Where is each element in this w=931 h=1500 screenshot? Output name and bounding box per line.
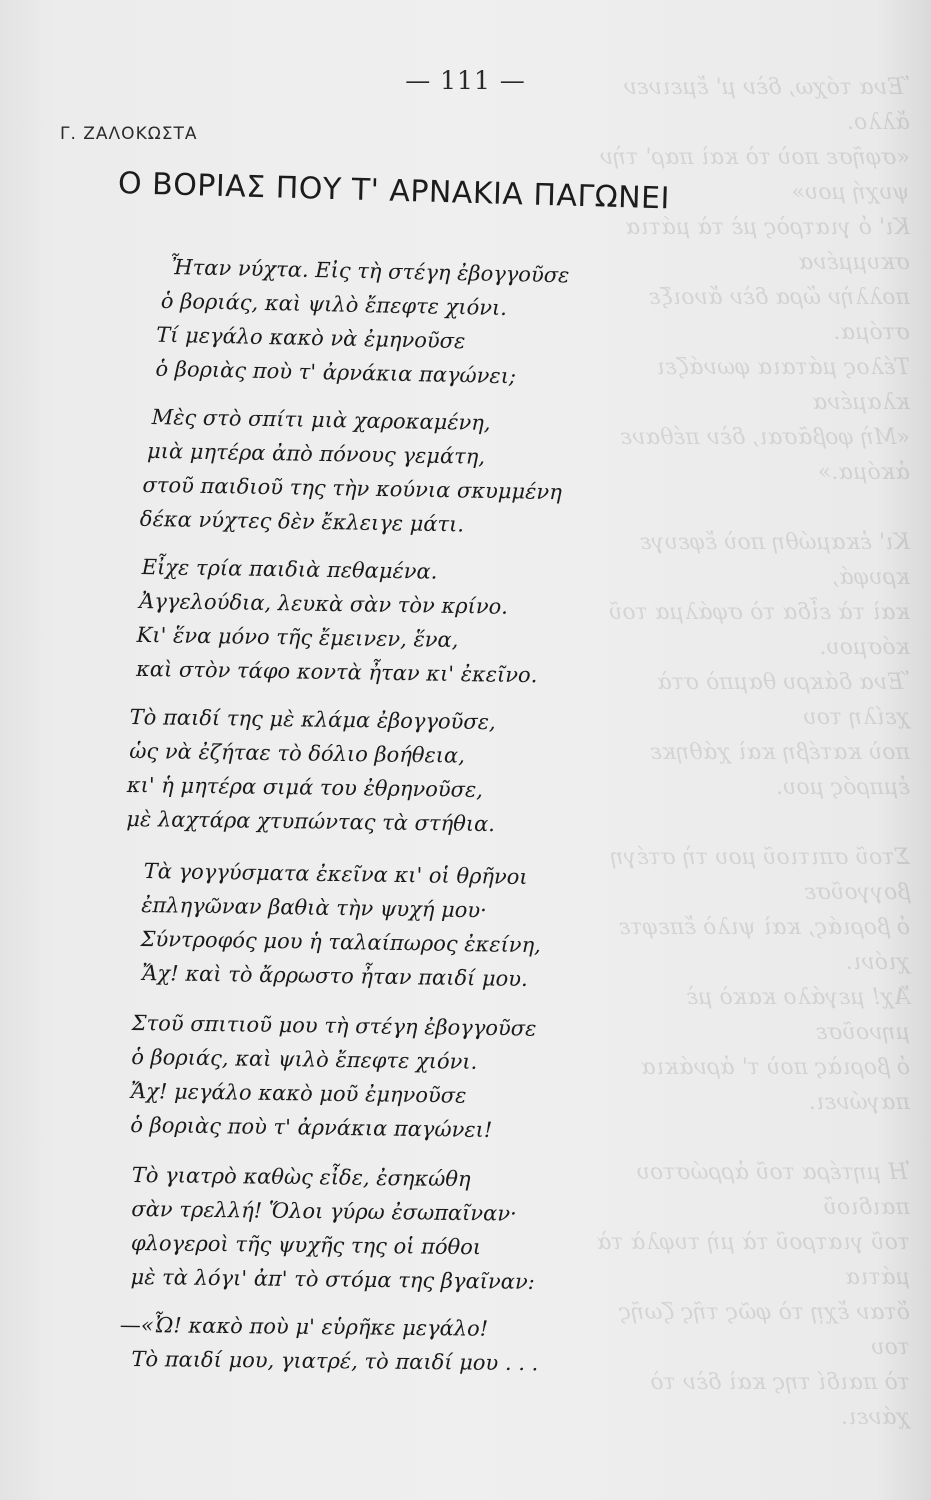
poem-line: κι' ἡ μητέρα σιμά του ἐθρηνοῦσε, xyxy=(126,772,484,802)
stanza-2 xyxy=(139,400,672,545)
poem-line: —«Ὦ! κακὸ ποὺ μ' εὑρῆκε μεγάλο! xyxy=(119,1312,489,1341)
show-through-text: Ἕνα τόχω, δὲν μ' ἔμεινεν ἄλλο. «σφῆσε ποὺ τὸ καὶ παρ' τὴν ψυχή μου» Κι' ὁ γιατρὸς μὲ τὰ μάτια σκυμμένα πολλὴν ὥρα δὲν ἄνοιξε στόμα. Τέλος μάταια φωνάζει κλαμένα «Μὴ φοβᾶσαι, δὲν πέθανε ἀκόμα.» Κι' ἐκαμώθη ποὺ ἔφευγε κρυφά, καὶ τὰ εἶδα τὸ σφάλμα τοῦ κόσμου. Ἕνα δάκρυ θαμπὸ στὰ χείλη του ποὺ κατέβη καὶ χάθηκε ἐμπρός μου. Στοῦ σπιτιοῦ μου τὴ στέγη βογγοῦσε ὁ βοριάς, καὶ ψιλὸ ἔπεφτε χιόνι. Ἄχ! μεγάλο κακὸ μὲ μηνοῦσε ὁ βοριὰς ποὺ τ' ἀρνάκια παγώνει. Ἡ μητέρα τοῦ ἀρρώστου παιδιοῦ τοῦ γιατροῦ τὰ μὴ τυφλὰ τὰ μάτια ὅταν ἔχῃ τὸ φῶς τῆς ζωῆς του τὸ παιδί της καὶ δὲν τὸ χάνει. xyxy=(596,75,910,1430)
poem-line: Κι' ἕνα μόνο τῆς ἔμεινεν, ἕνα, xyxy=(136,622,459,652)
poem-line: μιὰ μητέρα ἀπὸ πόνους γεμάτη, xyxy=(146,438,486,469)
poem-line: Τὸ γιατρὸ καθὼς εἶδε, ἐσηκώθη xyxy=(131,1162,471,1192)
poem-line: ὡς νὰ ἐζήταε τὸ δόλιο βοήθεια, xyxy=(129,738,466,768)
poem-line: Σύντροφός μου ἡ ταλαίπωρος ἐκείνη, xyxy=(140,926,542,958)
poem-line: Τὸ παιδί μου, γιατρέ, τὸ παιδί μου . . . xyxy=(131,1346,539,1376)
stanza-5 xyxy=(142,854,664,998)
stanza-1 xyxy=(155,250,690,397)
author-name: Γ. ΖΑΛΟΚΩΣΤΑ xyxy=(60,124,198,144)
poem-line: καὶ στὸν τάφο κοντὰ ἦταν κι' ἐκεῖνο. xyxy=(135,656,538,688)
poem-line: μὲ λαχτάρα χτυπώντας τὰ στήθια. xyxy=(126,806,496,837)
poem-line: στοῦ παιδιοῦ της τὴν κούνια σκυμμένη xyxy=(142,472,562,505)
poem-line: Τὸ παιδί της μὲ κλάμα ἐβογγοῦσε, xyxy=(129,704,496,735)
stanza-4 xyxy=(128,700,650,843)
stanza-7 xyxy=(130,1158,652,1300)
poem-body xyxy=(119,250,650,1376)
poem-line: ὁ βοριὰς ποὺ τ' ἀρνάκια παγώνει! xyxy=(130,1112,493,1143)
poem-line: Μὲς στὸ σπίτι μιὰ χαροκαμένη, xyxy=(151,404,491,435)
poem-line: σὰν τρελλή! Ὅλοι γύρω ἐσωπαῖναν· xyxy=(131,1196,517,1226)
poem-line: Τὰ γογγύσματα ἐκεῖνα κι' οἱ θρῆνοι xyxy=(143,858,528,890)
poem-line: Ἀγγελούδια, λευκὰ σὰν τὸν κρίνο. xyxy=(139,588,509,619)
poem-line: Ἄχ! μεγάλο κακὸ μοῦ ἐμηνοῦσε xyxy=(130,1078,467,1108)
poem-line: Στοῦ σπιτιοῦ μου τὴ στέγη ἐβογγοῦσε xyxy=(131,1010,537,1041)
poem-line: μὲ τὰ λόγι' ἀπ' τὸ στόμα της βγαῖναν: xyxy=(130,1264,535,1294)
poem-line: δέκα νύχτες δὲν ἔκλειγε μάτι. xyxy=(139,506,465,537)
poem-line: Εἶχε τρία παιδιὰ πεθαμένα. xyxy=(141,554,438,584)
page-number: — 111 — xyxy=(405,66,526,95)
poem-line: φλογεροὶ τῆς ψυχῆς της οἱ πόθοι xyxy=(130,1230,482,1260)
poem-title: Ο ΒΟΡΙΑΣ ΠΟΥ Τ' ΑΡΝΑΚΙΑ ΠΑΓΩΝΕΙ xyxy=(117,166,671,217)
poem-line: ὁ βοριάς, καὶ ψιλὸ ἔπεφτε χιόνι. xyxy=(160,288,508,321)
poem-line: ὁ βοριάς, καὶ ψιλὸ ἔπεφτε χιόνι. xyxy=(131,1044,478,1074)
poem-line: Τί μεγάλο κακὸ νὰ ἐμηνοῦσε xyxy=(155,322,466,354)
poem-line: Ἦταν νύχτα. Εἰς τὴ στέγη ἐβογγοῦσε xyxy=(169,254,570,288)
stanza-8 xyxy=(119,1308,652,1381)
poem-line: Ἄχ! καὶ τὸ ἄρρωστο ἦταν παιδί μου. xyxy=(141,960,528,992)
poem-line: ἐπληγῶναν βαθιὰ τὴν ψυχή μου· xyxy=(141,892,488,923)
stanza-6 xyxy=(130,1006,652,1149)
poem-line: ὁ βοριὰς ποὺ τ' ἀρνάκια παγώνει; xyxy=(155,356,517,389)
stanza-3 xyxy=(135,550,662,694)
